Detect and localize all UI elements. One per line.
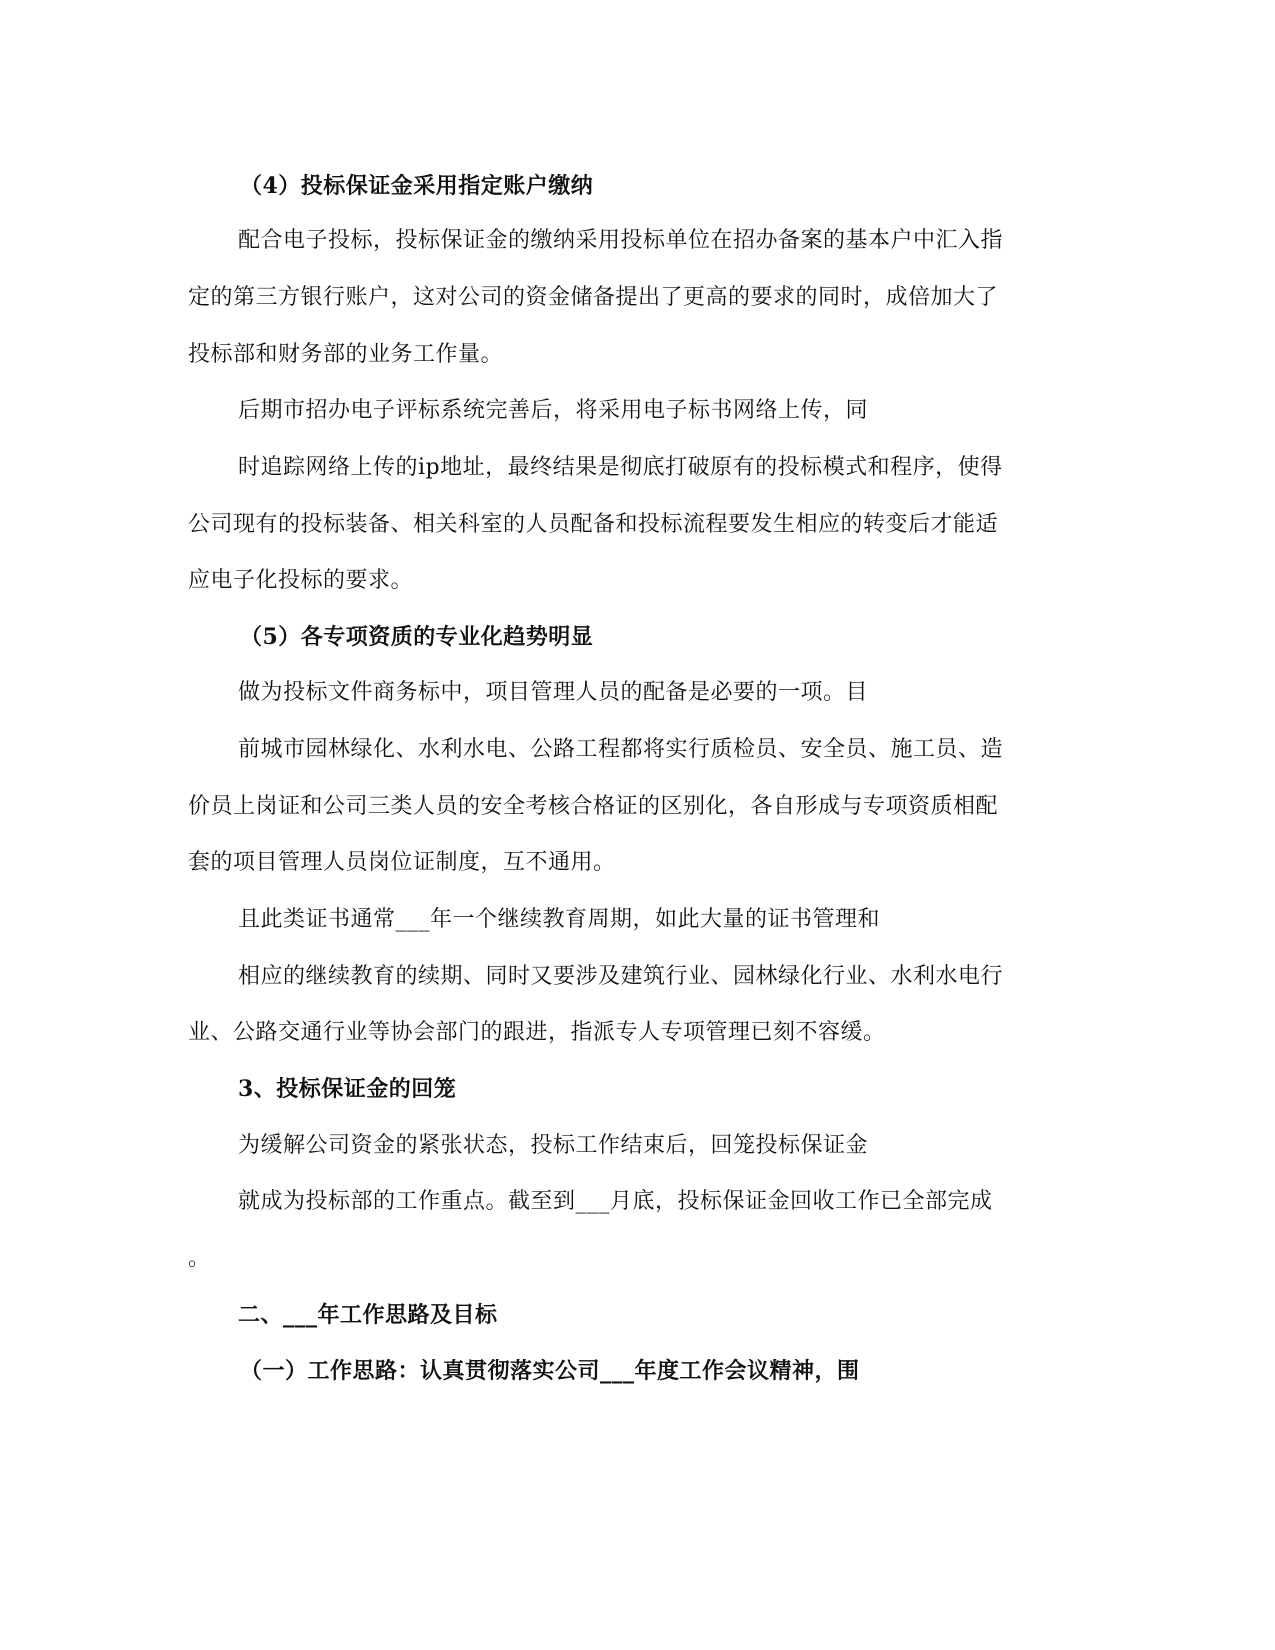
paragraph-line: 且此类证书通常___年一个继续教育周期，如此大量的证书管理和 — [238, 907, 881, 932]
heading-section-2: 二、___年工作思路及目标 — [238, 1302, 498, 1328]
paragraph-line: 做为投标文件商务标中，项目管理人员的配备是必要的一项。目 — [238, 680, 869, 705]
paragraph-line: 价员上岗证和公司三类人员的安全考核合格证的区别化，各自形成与专项资质相配 — [188, 794, 999, 819]
paragraph-line: 配合电子投标，投标保证金的缴纳采用投标单位在招办备案的基本户中汇入指 — [238, 228, 1004, 253]
heading-4-deposit-account: （4）投标保证金采用指定账户缴纳 — [240, 173, 594, 199]
heading-5-qualification-trend: （5）各专项资质的专业化趋势明显 — [240, 624, 594, 650]
paragraph-line: 为缓解公司资金的紧张状态，投标工作结束后，回笼投标保证金 — [238, 1133, 869, 1158]
paragraph-line: 定的第三方银行账户，这对公司的资金储备提出了更高的要求的同时，成倍加大了 — [188, 285, 999, 310]
paragraph-line: 投标部和财务部的业务工作量。 — [188, 342, 504, 367]
paragraph-line: 就成为投标部的工作重点。截至到___月底，投标保证金回收工作已全部完成 — [238, 1189, 993, 1214]
paragraph-line: 套的项目管理人员岗位证制度，互不通用。 — [188, 850, 616, 875]
paragraph-line: 前城市园林绿化、水利水电、公路工程都将实行质检员、安全员、施工员、造 — [238, 737, 1004, 762]
heading-work-ideas: （一）工作思路：认真贯彻落实公司___年度工作会议精神，围 — [240, 1358, 860, 1384]
paragraph-line: 公司现有的投标装备、相关科室的人员配备和投标流程要发生相应的转变后才能适 — [188, 512, 999, 537]
paragraph-line: 。 — [188, 1246, 211, 1271]
paragraph-line: 业、公路交通行业等协会部门的跟进，指派专人专项管理已刻不容缓。 — [188, 1020, 886, 1045]
paragraph-line: 应电子化投标的要求。 — [188, 568, 414, 593]
heading-3-deposit-recovery: 3、投标保证金的回笼 — [238, 1076, 457, 1102]
paragraph-line: 时追踪网络上传的ip地址，最终结果是彻底打破原有的投标模式和程序，使得 — [238, 455, 1003, 480]
paragraph-line: 相应的继续教育的续期、同时又要涉及建筑行业、园林绿化行业、水利水电行 — [238, 964, 1004, 989]
paragraph-line: 后期市招办电子评标系统完善后，将采用电子标书网络上传，同 — [238, 398, 869, 423]
